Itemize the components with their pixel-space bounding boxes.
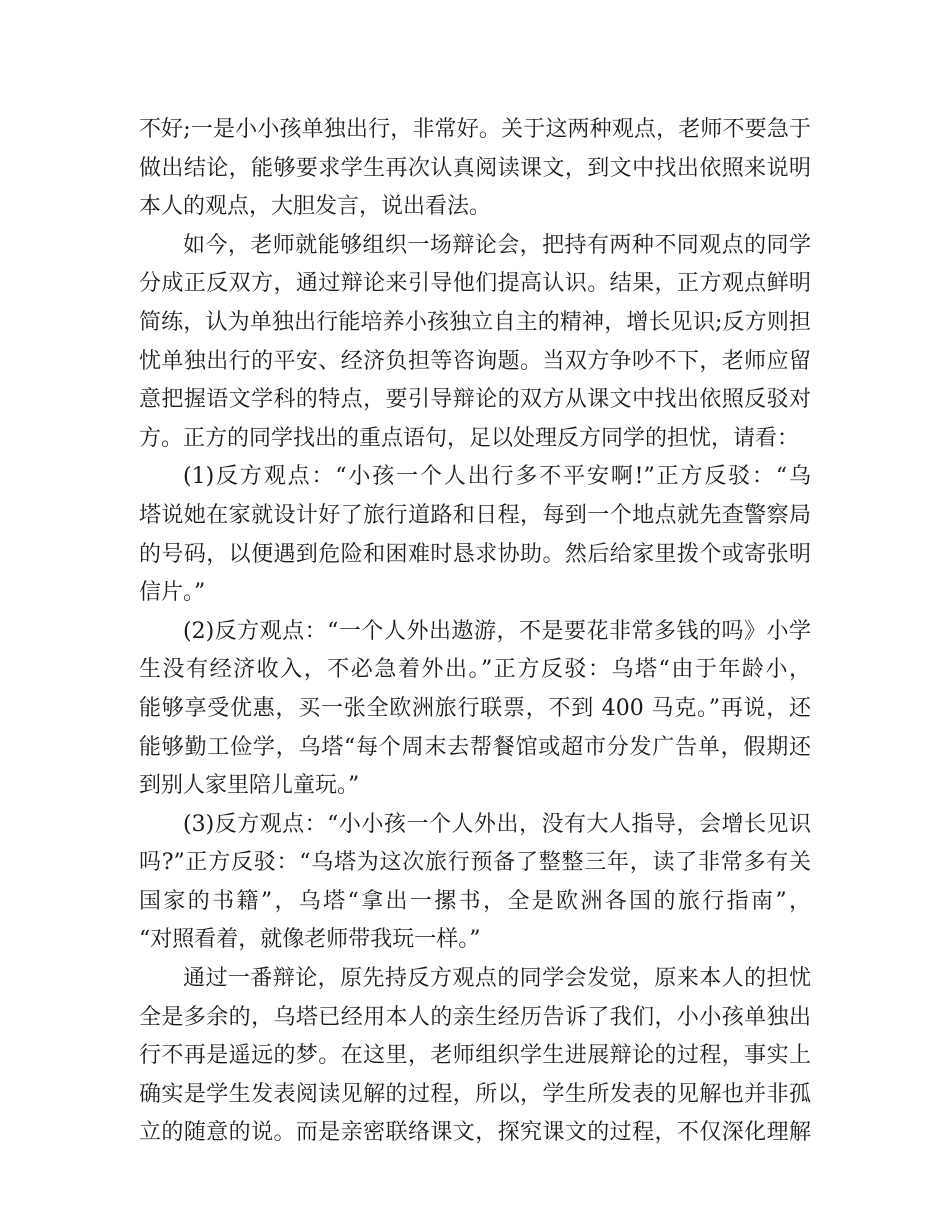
text-line: 通过一番辩论，原先持反方观点的同学会发觉，原来本人的担忧: [183, 966, 811, 992]
text-line: 全是多余的，乌塔已经用本人的亲生经历告诉了我们，小小孩单独出: [139, 1004, 811, 1030]
text-line: 分成正反双方，通过辩论来引导他们提高认识。结果，正方观点鲜明: [139, 271, 811, 297]
text-line: 本人的观点，大胆发言，说出看法。: [139, 194, 492, 220]
text-line: 的号码，以便遇到危险和困难时恳求协助。然后给家里拨个或寄张明: [139, 541, 811, 567]
text-line: (2)反方观点：“一个人外出遨游，不是要花非常多钱的吗》小学: [183, 618, 811, 644]
text-line: 信片。”: [139, 580, 206, 606]
text-line: 吗?”正方反驳：“乌塔为这次旅行预备了整整三年，读了非常多有关: [139, 850, 811, 876]
text-line: 确实是学生发表阅读见解的过程，所以，学生所发表的见解也并非孤: [139, 1081, 811, 1107]
text-line: 不好;一是小小孩单独出行，非常好。关于这两种观点，老师不要急于: [139, 117, 811, 142]
body-text: [139, 111, 811, 1153]
text-line: 生没有经济收入，不必急着外出。”正方反驳：乌塔“由于年龄小，: [139, 657, 811, 683]
text-line: 国家的书籍”，乌塔“拿出一摞书，全是欧洲各国的旅行指南”，: [139, 888, 811, 914]
text-line: (1)反方观点：“小孩一个人出行多不平安啊!”正方反驳：“乌: [183, 464, 811, 490]
text-line: 能够享受优惠，买一张全欧洲旅行联票，不到 400 马克。”再说，还: [139, 695, 811, 721]
text-line: 做出结论，能够要求学生再次认真阅读课文，到文中找出依照来说明: [139, 155, 811, 181]
text-line: 如今，老师就能够组织一场辩论会，把持有两种不同观点的同学: [183, 232, 811, 258]
text-line: 能够勤工俭学，乌塔“每个周末去帮餐馆或超市分发广告单，假期还: [139, 734, 811, 760]
text-line: (3)反方观点：“小小孩一个人外出，没有大人指导，会增长见识: [183, 811, 811, 837]
text-line: “对照看着，就像老师带我玩一样。”: [139, 927, 481, 953]
text-line: 塔说她在家就设计好了旅行道路和日程，每到一个地点就先查警察局: [139, 502, 811, 528]
text-line: 到别人家里陪儿童玩。”: [139, 773, 360, 799]
text-line: 简练，认为单独出行能培养小孩独立自主的精神，增长见识;反方则担: [139, 309, 811, 335]
text-line: 立的随意的说。而是亲密联络课文，探究课文的过程，不仅深化理解: [139, 1120, 811, 1146]
text-line: 方。正方的同学找出的重点语句，足以处理反方同学的担忧，请看：: [139, 425, 800, 451]
text-line: 意把握语文学科的特点，要引导辩论的双方从课文中找出依照反驳对: [139, 387, 811, 413]
text-line: 忧单独出行的平安、经济负担等咨询题。当双方争吵不下，老师应留: [139, 348, 811, 374]
text-line: 行不再是遥远的梦。在这里，老师组织学生进展辩论的过程，事实上: [139, 1043, 811, 1069]
